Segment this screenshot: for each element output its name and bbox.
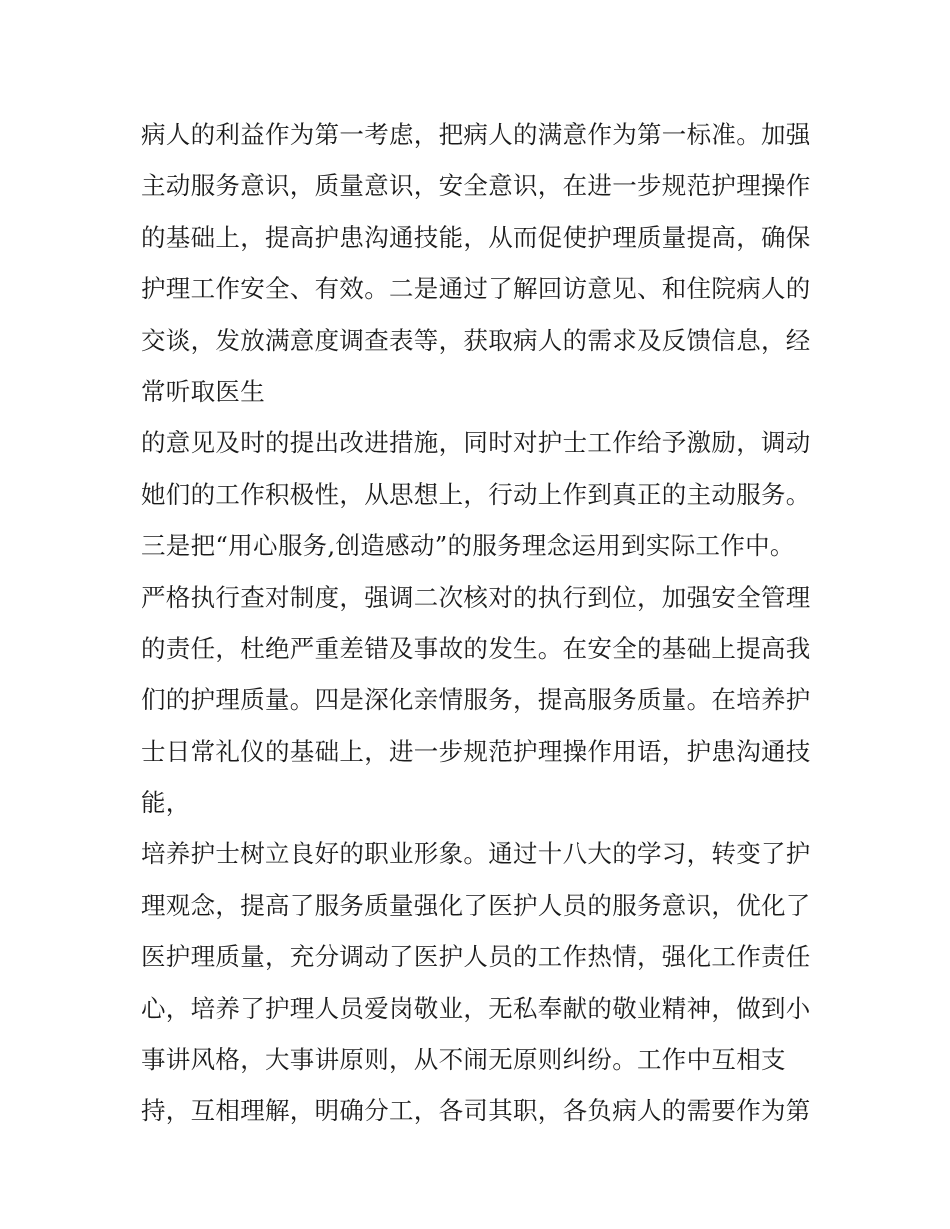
text-line: 交谈，发放满意度调查表等，获取病人的需求及反馈信息，经	[141, 325, 811, 355]
text-line: 主动服务意识，质量意识，安全意识，在进一步规范护理操作	[141, 171, 811, 201]
text-line: 三是把“用心服务,创造感动”的服务理念运用到实际工作中。	[141, 531, 795, 561]
text-line: 能，	[141, 788, 191, 818]
text-line: 的基础上，提高护患沟通技能，从而促使护理质量提高，确保	[141, 222, 811, 252]
text-line: 严格执行查对制度，强调二次核对的执行到位，加强安全管理	[141, 582, 811, 612]
text-line: 士日常礼仪的基础上，进一步规范护理操作用语，护患沟通技	[141, 736, 811, 766]
text-line: 常听取医生	[141, 376, 265, 406]
text-line: 护理工作安全、有效。二是通过了解回访意见、和住院病人的	[141, 274, 811, 304]
text-line: 医护理质量，充分调动了医护人员的工作热情，强化工作责任	[141, 942, 811, 972]
text-line: 的责任，杜绝严重差错及事故的发生。在安全的基础上提高我	[141, 633, 811, 663]
text-line: 持，互相理解，明确分工，各司其职，各负病人的需要作为第	[141, 1096, 811, 1126]
text-line: 事讲风格，大事讲原则，从不闹无原则纠纷。工作中互相支	[141, 1045, 786, 1075]
text-line: 心，培养了护理人员爱岗敬业，无私奉献的敬业精神，做到小	[141, 993, 811, 1023]
text-line: 的意见及时的提出改进措施，同时对护士工作给予激励，调动	[141, 428, 811, 458]
body-text	[141, 109, 821, 1137]
text-line: 培养护士树立良好的职业形象。通过十八大的学习，转变了护	[141, 839, 811, 869]
text-line: 理观念，提高了服务质量强化了医护人员的服务意识，优化了	[141, 890, 811, 920]
text-line: 们的护理质量。四是深化亲情服务，提高服务质量。在培养护	[141, 685, 811, 715]
text-line: 病人的利益作为第一考虑，把病人的满意作为第一标准。加强	[141, 120, 811, 149]
text-line: 她们的工作积极性，从思想上，行动上作到真正的主动服务。	[141, 479, 811, 509]
